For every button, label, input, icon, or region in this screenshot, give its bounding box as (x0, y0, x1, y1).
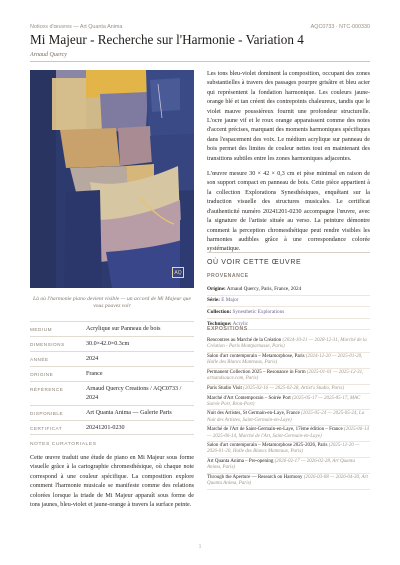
exposition-name: Through the Aperture — Research on Harmony (207, 475, 303, 480)
provenance-label: Série: (207, 297, 220, 304)
exposition-item[interactable] (207, 410, 370, 426)
gallery-link[interactable]: Art Quanta Anima — Galerie Paris (86, 410, 172, 416)
meta-row-availability (30, 405, 194, 420)
exposition-name: Art Quanta Anima – Pre-opening (207, 459, 274, 465)
painting-illustration (30, 70, 194, 288)
artwork-image[interactable] (30, 70, 194, 288)
provenance-label: Collection: (207, 309, 232, 316)
expositions-list (207, 337, 370, 490)
exposition-item[interactable] (207, 426, 370, 442)
metadata-table (30, 321, 194, 435)
meta-row-origin (30, 366, 194, 381)
exposition-dates: (2025-05-17 — 2025-05-17, MAC Soirée Port, Bron-Port) (207, 395, 361, 407)
exposition-item[interactable] (207, 474, 370, 490)
exposition-item[interactable] (207, 385, 370, 395)
provenance-item (207, 307, 370, 319)
exposition-name: Salon d'art contemporain – Metamorphose 2025-2026, Paris (207, 443, 328, 449)
artist-signature-mark: AQ (172, 267, 184, 278)
exposition-dates: (2025-06-14 — 2025-06-14, Marché de l'Art, Saint-Germain-en-Laye) (207, 427, 369, 439)
provenance-item (207, 284, 370, 296)
exposition-name: Marché d'Art Contemporain – Soirée Port (207, 395, 291, 401)
provenance-heading: PROVENANCE (207, 273, 249, 279)
description-paragraph: L'œuvre mesure 30 × 42 × 0,3 cm et pèse minimal en raison de son support compact en panneau de bois. Cette pièce appartient à la collection Explorations Synesthésiques, enquêtant sur la traduction visuelle des structures musicales. Le certificat d'authenticité numéro 20241201-0230 accompagne l'œuvre, avec la signature de l'artiste située au verso. La peinture démontre comment la perception chromesthétique peut rendre visibles les harmonies audibles grâce à une correspondance colorée systématique. (207, 171, 370, 253)
meta-label: CERTIFICAT (30, 426, 63, 431)
meta-label: MEDIUM (30, 327, 53, 332)
meta-row-certificate (30, 420, 194, 435)
exposition-dates: (2025-01-01 — 2025-12-31, artsandsauce.com, Paris) (207, 369, 364, 382)
exposition-dates: (2024-12-20 — 2025-01-20, Halle des Blancs Manteaux, Paris) (207, 354, 363, 366)
breadcrumb[interactable]: Notices d'œuvres — Art Quanta Anima (30, 24, 123, 30)
meta-value: France (86, 371, 103, 377)
description-paragraph: Les tons bleu-violet dominent la composition, occupant des zones substantielles à travers des passages pourpre grisâtre et bleu acier qui représentent la fondation harmonique. Les couleurs jaune-orange blé et tan créent des contrepoints chaleureux, tandis que le violet mauve poussiéreux fournit une profondeur structurelle. L'ocre jaune vif et le roux orange apparaissent comme des notes d'accent précises, marquant des moments harmoniques spécifiques dans l'espacement des voix. Le médium acrylique sur panneau de bois permet des limites de couleur nettes tout en maintenant des transitions subtiles entre les zones harmoniques adjacentes. (207, 71, 370, 162)
meta-row-reference (30, 381, 194, 405)
exposition-item[interactable] (207, 337, 370, 353)
exposition-name: Marché de l'Art de Saint-Germain-en-Laye, 17ème édition – France (207, 427, 343, 433)
meta-row-year (30, 351, 194, 366)
meta-value: Acrylique sur Panneau de bois (86, 326, 161, 332)
meta-row-medium (30, 321, 194, 336)
page-title: Mi Majeur - Recherche sur l'Harmonie - Variation 4 (30, 32, 304, 47)
page-number: 1 (198, 544, 202, 550)
meta-value: 2024 (86, 356, 99, 362)
exposition-item[interactable] (207, 369, 370, 385)
provenance-label: Origine: (207, 285, 226, 292)
exposition-dates: (2025-02-16 — 2025-02-28, Artist's Studio, Paris) (243, 385, 344, 391)
technique-link[interactable]: Acrylic (232, 320, 249, 327)
expositions-heading: EXPOSITIONS (207, 326, 248, 332)
exposition-dates: (2026-03-08 — 2026-04-30, Art Quanta Anima, Paris) (207, 475, 368, 487)
meta-label: DIMENSIONS (30, 342, 65, 347)
meta-label: DISPONIBLE (30, 411, 64, 416)
meta-value: 20241201-0230 (86, 425, 125, 431)
exposition-item[interactable] (207, 458, 370, 474)
exposition-name: Permanent Collection 2025 – Resonance in Form (207, 369, 306, 375)
provenance-list (207, 284, 370, 330)
exposition-dates: (2026-02-17 — 2026-02-28, Art Quanta Anima, Paris) (207, 459, 355, 471)
collection-link[interactable]: Synesthetic Explorations (232, 309, 285, 316)
artist-name[interactable]: Arnaud Quercy (30, 52, 67, 58)
meta-label: ANNÉE (30, 357, 49, 362)
exposition-name: Nuit des Artistes, St Germain-en-Laye, France (207, 411, 300, 417)
title-divider (30, 61, 370, 62)
artwork-caption: Là où l'harmonie piano devient visible — un accord de Mi Majeur que vous pouvez voir (33, 296, 191, 309)
reference-code: AQC0733 · NTC-000330 (310, 24, 370, 30)
series-link[interactable]: E Major (221, 297, 239, 304)
section-divider (207, 252, 370, 253)
exposition-dates: (2024-10-21 — 2028-12-31, Marché de la Création - Paris Montparnasse, Paris) (207, 338, 367, 350)
exposition-name: Rencontres au Marché de la Création (207, 338, 282, 344)
exposition-name: Salon d'art contemporain – Metamorphose, Paris (207, 354, 305, 360)
meta-label: RÉFÉRENCE (30, 387, 64, 392)
where-to-see-heading: OÙ VOIR CETTE ŒUVRE (207, 259, 302, 266)
meta-value: Arnaud Quercy Creations / AQC0733 / 2024 (86, 386, 182, 401)
meta-label: ORIGINE (30, 372, 54, 377)
meta-value: 30.0×42.0×0.3cm (86, 341, 130, 347)
exposition-item[interactable] (207, 353, 370, 369)
exposition-item[interactable] (207, 394, 370, 410)
meta-row-dimensions (30, 336, 194, 351)
provenance-item (207, 296, 370, 308)
provenance-label: Technique: (207, 320, 232, 327)
exposition-dates: (2025-12-20 — 2026-01-20, Halle des Blancs Manteaux, Paris) (207, 443, 360, 455)
provenance-value: Arnaud Quercy, Paris, France, 2024 (226, 285, 302, 292)
curatorial-notes-text: Cette œuvre traduit une étude de piano en Mi Majeur sous forme visuelle grâce à la cartographie chromesthésique, où chaque note correspond à une couleur spécifique. La composition explore comment l'harmonie musicale se manifeste comme des relations colorées lorsque la triade de Mi Majeur apparaît sous forme de tons jaunes, bleu-violet et jaune-orange à travers la surface peinte. (30, 455, 194, 509)
curatorial-notes-heading: NOTES CURATORIALES (30, 442, 97, 447)
description-column (207, 70, 370, 255)
exposition-dates: (2025-05-24 — 2025-05-24, La Nuit des Artistes, Saint-Germain-en-Laye) (207, 411, 365, 423)
exposition-name: Paris Studio Visit (207, 385, 242, 391)
exposition-item[interactable] (207, 442, 370, 458)
